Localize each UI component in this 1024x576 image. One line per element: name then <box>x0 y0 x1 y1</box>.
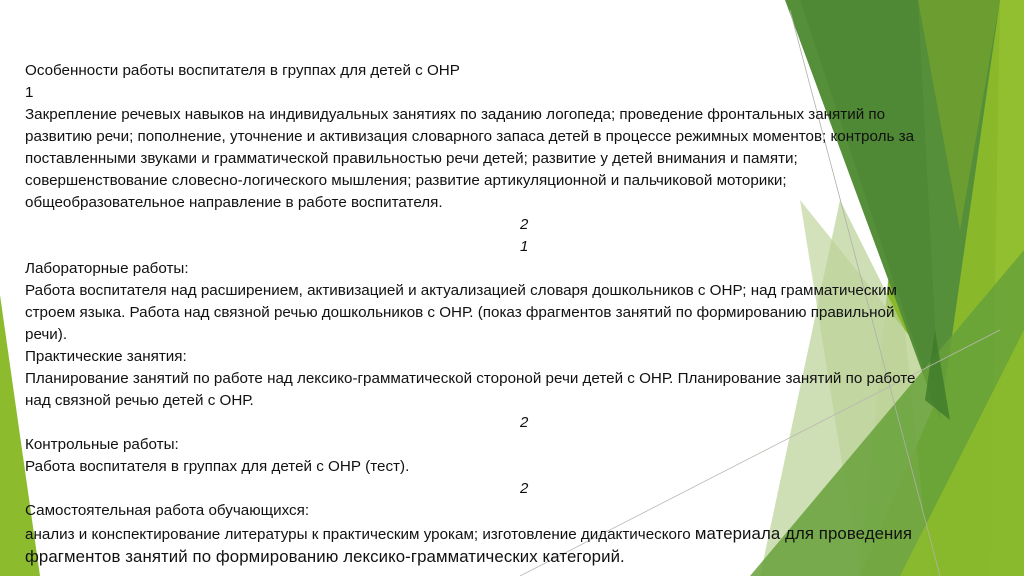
hours-value: 2 <box>520 414 529 431</box>
control-line: Работа воспитателя в группах для детей с ОНР (тест). <box>25 458 410 475</box>
hours-value: 2 <box>520 480 529 497</box>
self-line-part: анализ и конспектирование литературы к практическим урокам; изготовление дидактического <box>25 526 695 543</box>
lab-line: речи). <box>25 326 68 343</box>
hours-value: 2 <box>520 216 529 233</box>
lab-heading: Лабораторные работы: <box>25 260 189 277</box>
lab-line: строем языка. Работа над связной речью дошкольников с ОНР. (показ фрагментов занятий по формированию правильной <box>25 304 895 321</box>
self-line <box>25 525 912 544</box>
hours-value: 1 <box>520 238 529 255</box>
section1-line: поставленными звуками и грамматической правильностью речи детей; развитие у детей внимания и памяти; <box>25 150 798 167</box>
practice-line: над связной речью детей с ОНР. <box>25 392 254 409</box>
lab-line: Работа воспитателя над расширением, активизацией и актуализацией словаря дошкольников с ОНР; над грамматическим <box>25 282 898 299</box>
practice-heading: Практические занятия: <box>25 348 187 365</box>
control-heading: Контрольные работы: <box>25 436 179 453</box>
self-line-part: материала для проведения <box>694 524 913 543</box>
section1-line: общеобразовательное направление в работе воспитателя. <box>25 194 443 211</box>
self-heading: Самостоятельная работа обучающихся: <box>25 502 310 519</box>
section1-hours: 1 <box>25 84 34 101</box>
section1-line: Закрепление речевых навыков на индивидуальных занятиях по заданию логопеда; проведение фронтальных занятий по <box>25 106 886 123</box>
practice-line: Планирование занятий по работе над лексико-грамматической стороной речи детей с ОНР. Планирование занятий по работе <box>25 370 916 387</box>
self-line: фрагментов занятий по формированию лексико-грамматических категорий. <box>25 547 625 566</box>
slide-title: Особенности работы воспитателя в группах для детей с ОНР <box>25 62 460 79</box>
section1-line: развитию речи; пополнение, уточнение и активизация словарного запаса детей в процессе режимных моментов; контроль за <box>25 128 915 145</box>
section1-line: совершенствование словесно-логического мышления; развитие артикуляционной и пальчиковой моторики; <box>25 172 787 189</box>
